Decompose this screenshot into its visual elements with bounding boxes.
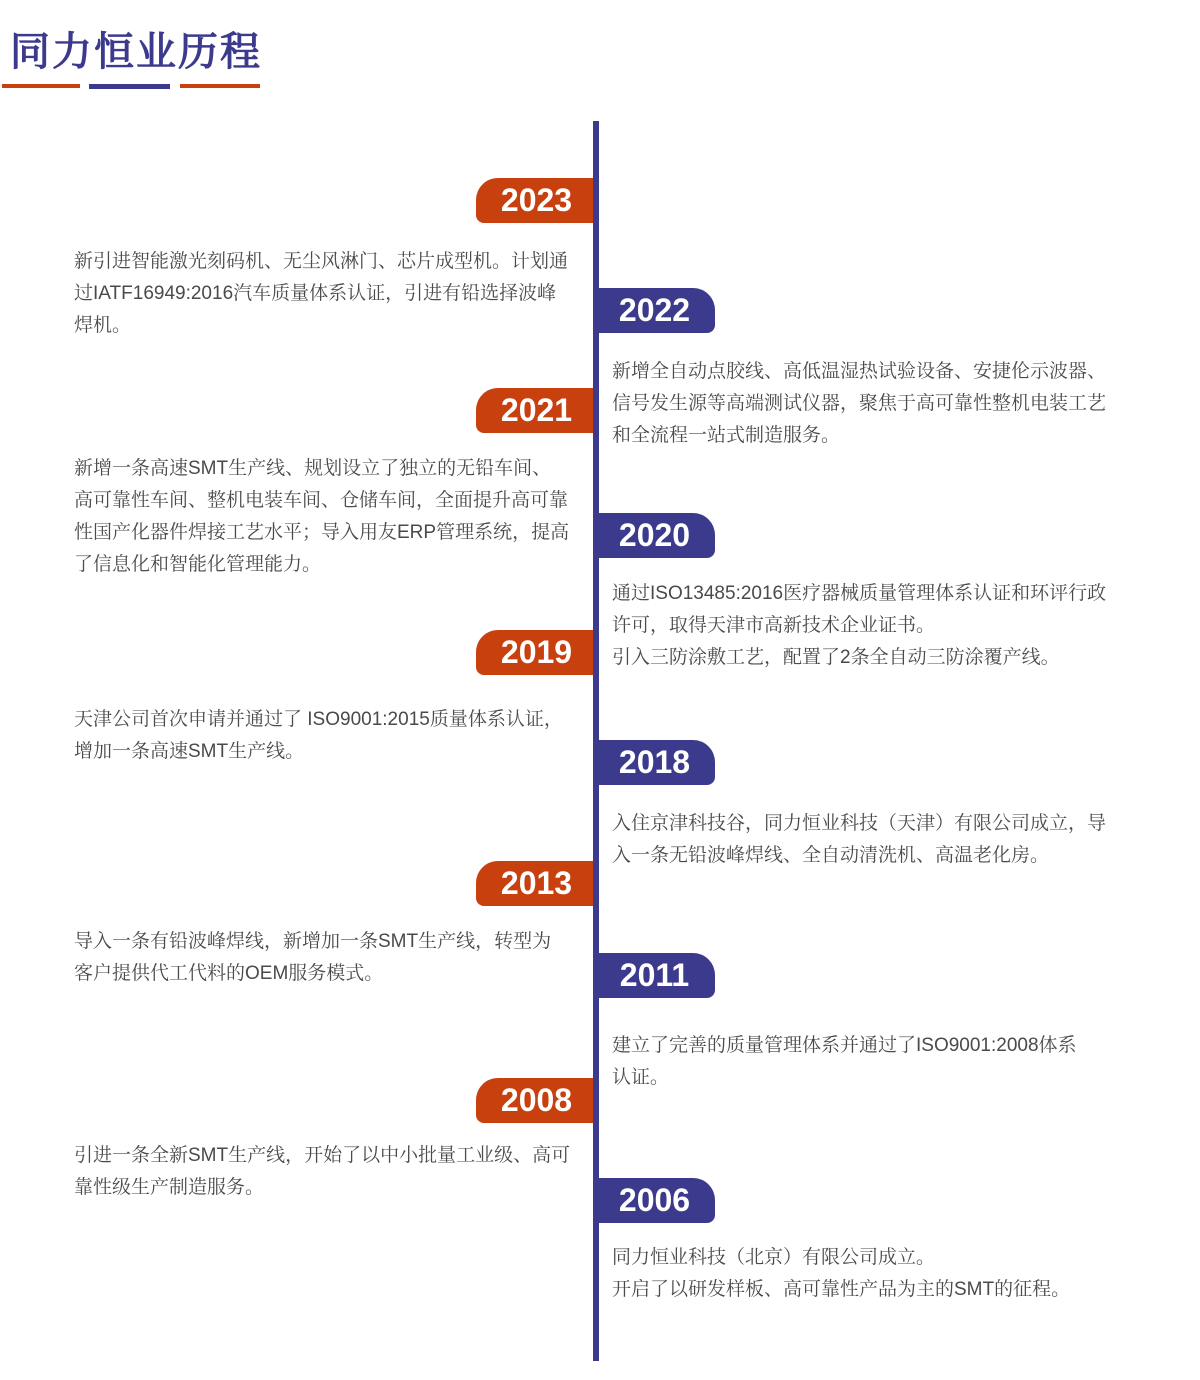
page-title: 同力恒业历程 bbox=[10, 30, 262, 74]
event-2006 bbox=[612, 1242, 1122, 1306]
event-2020-line-2: 许可，取得天津市高新技术企业证书。 bbox=[612, 615, 936, 636]
year-badge-2011: 2011 bbox=[594, 953, 715, 998]
year-badge-2022: 2022 bbox=[594, 288, 715, 333]
event-2021-line-3: 性国产化器件焊接工艺水平；导入用友ERP管理系统，提高 bbox=[74, 522, 570, 543]
year-badge-2018: 2018 bbox=[594, 740, 715, 785]
event-2011-line-2: 认证。 bbox=[612, 1067, 670, 1088]
event-2022-line-1: 新增全自动点胶线、高低温湿热试验设备、安捷伦示波器、 bbox=[612, 361, 1107, 382]
event-2023-line-1: 新引进智能激光刻码机、无尘风淋门、芯片成型机。计划通 bbox=[74, 251, 569, 272]
timeline-axis bbox=[593, 121, 599, 1361]
event-2018-line-1: 入住京津科技谷，同力恒业科技（天津）有限公司成立，导 bbox=[612, 813, 1107, 834]
event-2019-line-1: 天津公司首次申请并通过了 ISO9001:2015质量体系认证， bbox=[74, 709, 563, 730]
event-2023 bbox=[74, 246, 579, 342]
event-2006-line-2: 开启了以研发样板、高可靠性产品为主的SMT的征程。 bbox=[612, 1279, 1071, 1300]
title-underline-navy bbox=[89, 84, 170, 89]
event-2021-line-1: 新增一条高速SMT生产线、规划设立了独立的无铅车间、 bbox=[74, 458, 552, 479]
year-badge-2019: 2019 bbox=[476, 630, 597, 675]
event-2023-line-2: 过IATF16949:2016汽车质量体系认证，引进有铅选择波峰 bbox=[74, 283, 557, 304]
title-underline-orange-1 bbox=[2, 84, 80, 88]
event-2020-line-1: 通过ISO13485:2016医疗器械质量管理体系认证和环评行政 bbox=[612, 583, 1107, 604]
year-badge-2013: 2013 bbox=[476, 861, 597, 906]
title-underline-orange-2 bbox=[180, 84, 260, 88]
event-2021-line-2: 高可靠性车间、整机电装车间、仓储车间，全面提升高可靠 bbox=[74, 490, 569, 511]
event-2018-line-2: 入一条无铅波峰焊线、全自动清洗机、高温老化房。 bbox=[612, 845, 1050, 866]
year-badge-2023: 2023 bbox=[476, 178, 597, 223]
event-2008 bbox=[74, 1140, 579, 1204]
event-2008-line-2: 靠性级生产制造服务。 bbox=[74, 1177, 265, 1198]
event-2023-line-3: 焊机。 bbox=[74, 315, 132, 336]
event-2011-line-1: 建立了完善的质量管理体系并通过了ISO9001:2008体系 bbox=[612, 1035, 1077, 1056]
event-2018 bbox=[612, 808, 1122, 872]
event-2020-line-3: 引入三防涂敷工艺，配置了2条全自动三防涂覆产线。 bbox=[612, 647, 1060, 668]
event-2013-line-2: 客户提供代工代料的OEM服务模式。 bbox=[74, 963, 384, 984]
event-2011 bbox=[612, 1030, 1122, 1094]
year-badge-2006: 2006 bbox=[594, 1178, 715, 1223]
year-badge-2008: 2008 bbox=[476, 1078, 597, 1123]
event-2006-line-1: 同力恒业科技（北京）有限公司成立。 bbox=[612, 1247, 936, 1268]
event-2013-line-1: 导入一条有铅波峰焊线，新增加一条SMT生产线，转型为 bbox=[74, 931, 552, 952]
year-badge-2021: 2021 bbox=[476, 388, 597, 433]
event-2021-line-4: 了信息化和智能化管理能力。 bbox=[74, 554, 322, 575]
event-2019 bbox=[74, 704, 579, 768]
event-2022-line-2: 信号发生源等高端测试仪器，聚焦于高可靠性整机电装工艺 bbox=[612, 393, 1107, 414]
event-2013 bbox=[74, 926, 579, 990]
event-2022 bbox=[612, 356, 1122, 452]
event-2021 bbox=[74, 453, 579, 581]
event-2008-line-1: 引进一条全新SMT生产线，开始了以中小批量工业级、高可 bbox=[74, 1145, 571, 1166]
event-2019-line-2: 增加一条高速SMT生产线。 bbox=[74, 741, 305, 762]
event-2020 bbox=[612, 578, 1122, 674]
year-badge-2020: 2020 bbox=[594, 513, 715, 558]
event-2022-line-3: 和全流程一站式制造服务。 bbox=[612, 425, 841, 446]
